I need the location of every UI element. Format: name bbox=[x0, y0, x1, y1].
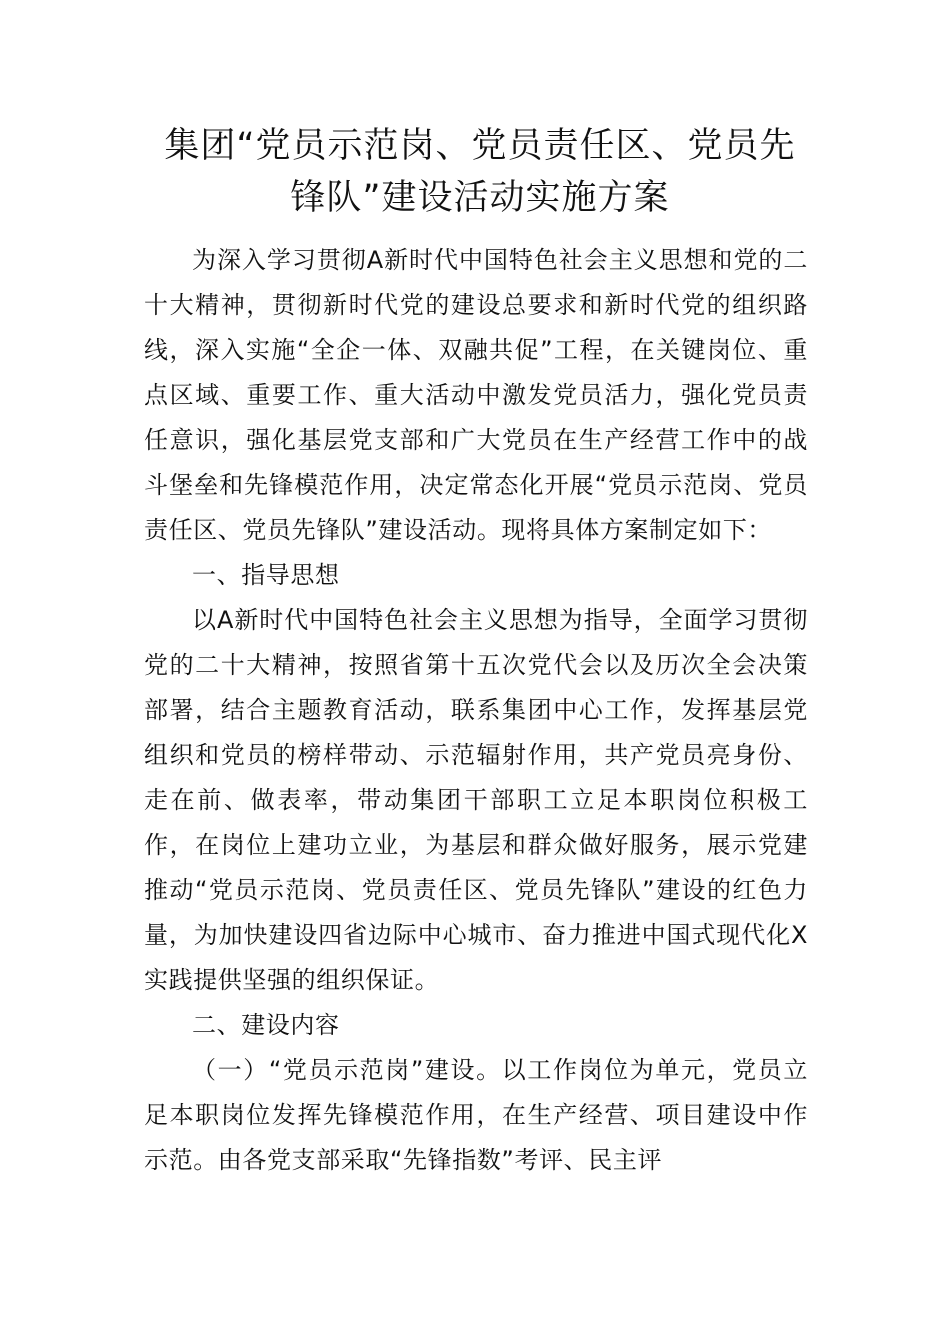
heading-construction-content: 二、建设内容 bbox=[192, 1011, 340, 1039]
heading-guiding-ideology: 一、指导思想 bbox=[192, 561, 340, 589]
paragraph-model-post: （一）“党员示范岗”建设。以工作岗位为单元，党员立足本职岗位发挥先锋模范作用，在生产经营、项目建设中作示范。由各党支部采取“先锋指数”考评、民主评 bbox=[144, 1056, 808, 1174]
document-body bbox=[144, 238, 808, 1183]
paragraph-intro: 为深入学习贯彻A新时代中国特色社会主义思想和党的二十大精神，贯彻新时代党的建设总要求和新时代党的组织路线，深入实施“全企一体、双融共促”工程，在关键岗位、重点区域、重要工作、重大活动中激发党员活力，强化党员责任意识，强化基层党支部和广大党员在生产经营工作中的战斗堡垒和先锋模范作用，决定常态化开展“党员示范岗、党员责任区、党员先锋队”建设活动。现将具体方案制定如下： bbox=[144, 246, 808, 544]
paragraph-guiding-ideology: 以A新时代中国特色社会主义思想为指导，全面学习贯彻党的二十大精神，按照省第十五次党代会以及历次全会决策部署，结合主题教育活动，联系集团中心工作，发挥基层党组织和党员的榜样带动、示范辐射作用，共产党员亮身份、走在前、做表率，带动集团干部职工立足本职岗位积极工作，在岗位上建功立业，为基层和群众做好服务，展示党建推动“党员示范岗、党员责任区、党员先锋队”建设的红色力量，为加快建设四省边际中心城市、奋力推进中国式现代化X实践提供坚强的组织保证。 bbox=[144, 606, 808, 994]
document-title: 集团“党员示范岗、党员责任区、党员先锋队”建设活动实施方案 bbox=[164, 126, 796, 218]
